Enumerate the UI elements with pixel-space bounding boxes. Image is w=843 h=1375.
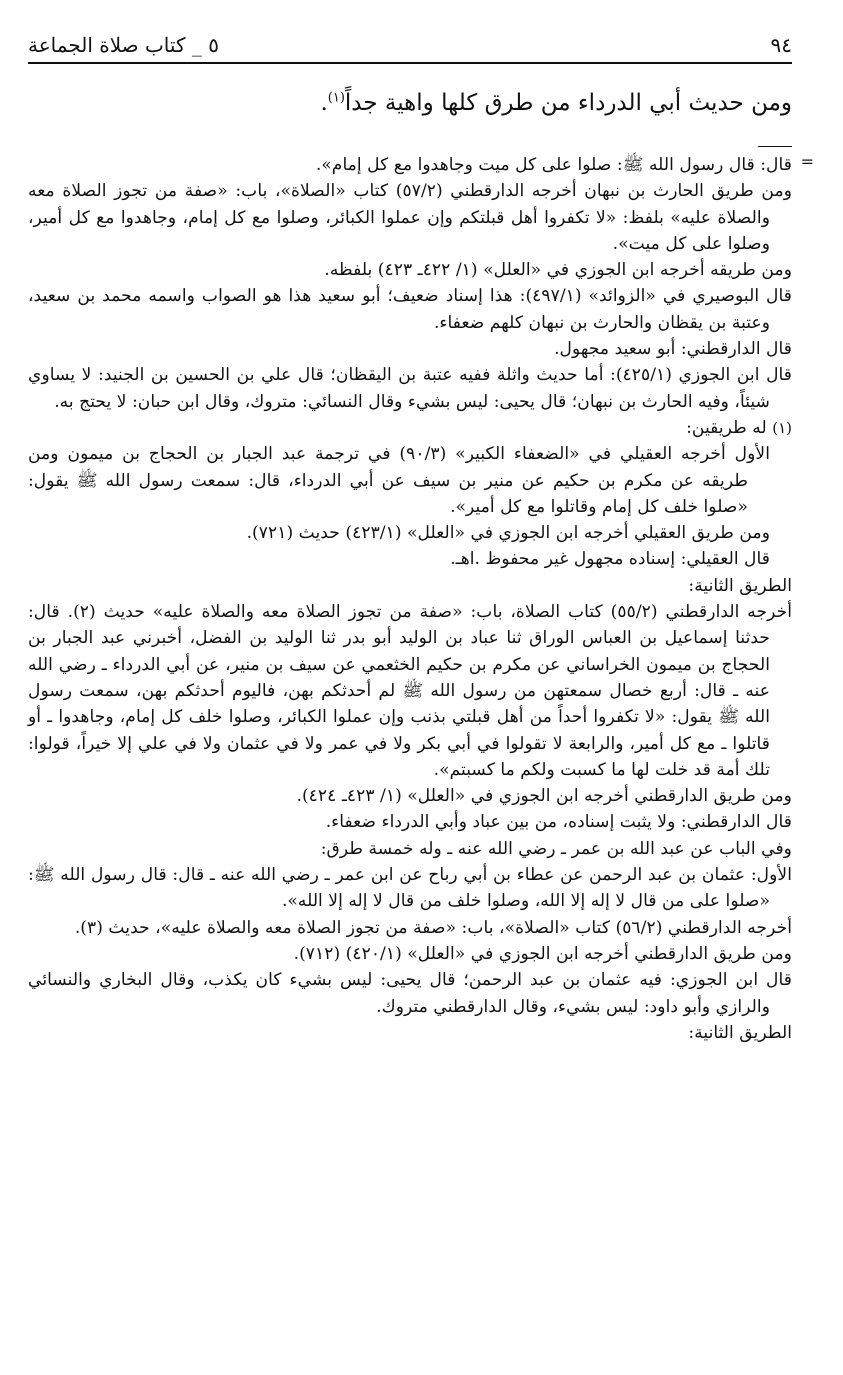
- main-text-end: .: [320, 90, 328, 116]
- footnote-line: ومن طريق العقيلي أخرجه ابن الجوزي في «العلل» (٤٢٣/١) حديث (٧٢١).: [246, 523, 770, 544]
- footnote-line: قال الدارقطني: ولا يثبت إسناده، من بين عباد وأبي الدرداء ضعفاء.: [325, 812, 792, 833]
- footnote-line: ومن طريق الحارث بن نبهان أخرجه الدارقطني (٥٧/٢) كتاب «الصلاة»، باب: «صفة من تجوز الصلاة معه والصلاة عليه» بلفظ: «لا تكفروا أهل قبلتكم وإن عملوا الكبائر، وصلوا مع كل إمام، وجاهدوا مع كل أمير، وصلوا على كل ميت».: [28, 181, 793, 254]
- footnote-line: الأول: عثمان بن عبد الرحمن عن عطاء بن أبي رباح عن ابن عمر ـ رضي الله عنه ـ قال: قال رسول الله ﷺ: «صلوا على من قال لا إله إلا الله، وصلوا خلف من قال لا إله إلا الله».: [28, 865, 792, 912]
- footnote-line: قال ابن الجوزي (٤٢٥/١): أما حديث واثلة ففيه عتبة بن اليقظان؛ قال علي بن الحسين بن الجنيد: لا يساوي شيئاً، وفيه الحارث بن نبهان؛ قال يحيى: ليس بشيء وقال النسائي: متروك، وقال ابن حبان: لا يحتج به.: [28, 365, 793, 412]
- footnote-line: قال ابن الجوزي: فيه عثمان بن عبد الرحمن؛ قال يحيى: ليس بشيء كان يكذب، وقال البخاري والنسائي والرازي وأبو داود: ليس بشيء، وقال الدارقطني متروك.: [28, 970, 792, 1017]
- page-number: ٩٤: [770, 33, 792, 57]
- footnote-reference: (١): [327, 90, 345, 106]
- footnote-line: الطريق الثانية:: [688, 575, 792, 596]
- footnote-entry: [28, 415, 792, 441]
- running-header: [28, 28, 792, 62]
- footnote-line: الطريق الثانية:: [688, 1022, 792, 1043]
- book-page: [28, 28, 814, 1350]
- footnotes-area: [28, 146, 814, 1046]
- footnote-line: له طريقين:: [686, 417, 767, 438]
- main-text-body: ومن حديث أبي الدرداء من طرق كلها واهية جداً: [344, 90, 792, 116]
- footnote-number: (١): [772, 418, 792, 437]
- footnote-line: أخرجه الدارقطني (٥٦/٢) كتاب «الصلاة»، باب: «صفة من تجوز الصلاة معه والصلاة عليه»، حديث (٣).: [74, 917, 792, 938]
- footnote-line: أخرجه الدارقطني (٥٥/٢) كتاب الصلاة، باب: «صفة من تجوز الصلاة معه والصلاة عليه» حديث (٢). قال: حدثنا إسماعيل بن العباس الوراق ثنا عباد بن الوليد أبو بدر ثنا الوليد بن الفضل، أخبرني عبد الجبار بن الحجاج بن ميمون الخراساني عن مكرم بن حكيم الخثعمي عن سيف بن منير، عن أبي الدرداء ـ رضي الله عنه ـ قال: أربع خصال سمعتهن من رسول الله ﷺ لم أحدثكم بهن، فاليوم أحدثكم بهن، سمعت رسول الله ﷺ يقول: «لا تكفروا أحداً من أهل قبلتي بذنب وإن عملوا الكبائر، وصلوا خلف كل إمام، وجاهدوا ـ أو قاتلوا ـ مع كل أمير، والرابعة لا تقولوا في أبي بكر ولا في عمر ولا في عثمان ولا في علي إلا خيراً، قولوا: تلك أمة قد خلت لها ما كسبت ولكم ما كسبتم».: [28, 602, 792, 780]
- footnote-line: الأول أخرجه العقيلي في «الضعفاء الكبير» (٩٠/٣) في ترجمة عبد الجبار بن الحجاج بن ميمون ومن طريقه عن مكرم بن حكيم عن منير بن سيف عن أبي الدرداء، قال: سمعت رسول الله ﷺ يقول: «صلوا خلف كل إمام وقاتلوا مع كل أمير».: [28, 444, 770, 517]
- footnote-line: ومن طريق الدارقطني أخرجه ابن الجوزي في «العلل» (١/ ٤٢٣ـ ٤٢٤).: [296, 786, 792, 807]
- footnote-line: قال: قال رسول الله ﷺ: صلوا على كل ميت وجاهدوا مع كل إمام».: [315, 155, 792, 175]
- footnote-separator: [758, 146, 792, 147]
- footnote-line: ومن طريقه أخرجه ابن الجوزي في «العلل» (١/ ٤٢٢ـ ٤٢٣) بلفظه.: [324, 260, 792, 281]
- continuation-mark: =: [800, 152, 814, 171]
- main-text: [28, 86, 792, 120]
- footnote-line: ومن طريق الدارقطني أخرجه ابن الجوزي في «العلل» (٤٢٠/١) (٧١٢).: [293, 943, 792, 964]
- footnote-line: قال العقيلي: إسناده مجهول غير محفوظ .اهـ.: [450, 549, 770, 570]
- footnote-line: وفي الباب عن عبد الله بن عمر ـ رضي الله عنه ـ وله خمسة طرق:: [320, 838, 792, 859]
- footnote-line: قال الدارقطني: أبو سعيد مجهول.: [554, 339, 792, 360]
- footnotes: [28, 146, 792, 1046]
- chapter-title: ٥ _ كتاب صلاة الجماعة: [28, 33, 219, 57]
- header-rule: [28, 62, 792, 64]
- footnote-line: قال البوصيري في «الزوائد» (٤٩٧/١): هذا إسناد ضعيف؛ أبو سعيد هذا هو الصواب واسمه محمد بن سعيد، وعتبة بن يقظان والحارث بن نبهان كلهم ضعفاء.: [28, 286, 792, 333]
